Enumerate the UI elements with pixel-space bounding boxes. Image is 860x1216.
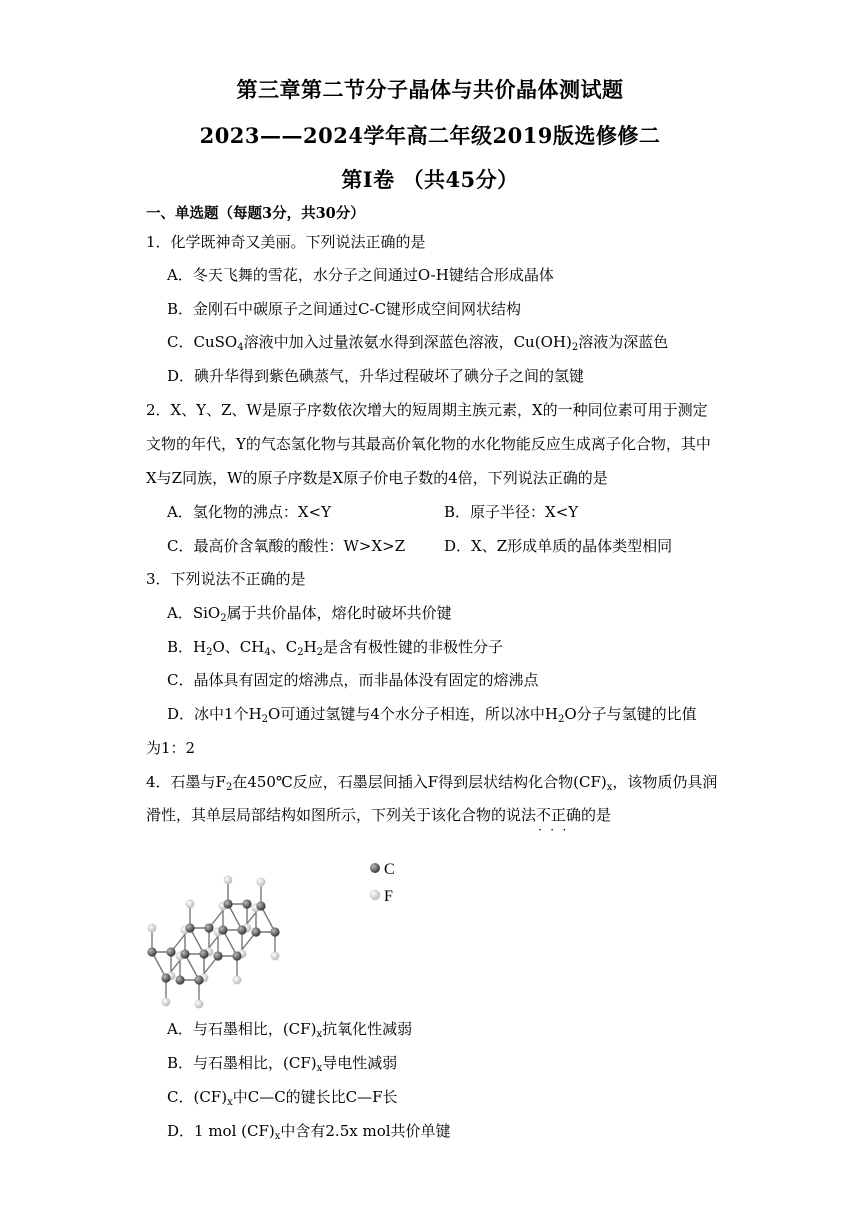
q1-option-c — [167, 332, 668, 352]
q2-stem-line2: 文物的年代，Y的气态氢化物与其最高价氧化物的水化物能反应生成离子化合物，其中 — [146, 435, 711, 453]
q4-b-text: B．与石墨相比，(CF) — [167, 1054, 317, 1072]
q2-stem-line1: 2．X、Y、Z、W是原子序数依次增大的短周期主族元素，X的一种同位素可用于测定 — [146, 401, 708, 419]
exam-title: 第三章第二节分子晶体与共价晶体测试题 — [236, 77, 624, 102]
carbon-atom — [270, 927, 279, 936]
carbon-atom — [232, 951, 241, 960]
q4-stem-sub: 2 — [225, 782, 233, 793]
q2-option-b: B．原子半径：X<Y — [444, 503, 579, 521]
q4-stem-text: 4．石墨与F — [146, 773, 226, 791]
q4-stem-line1 — [146, 772, 717, 792]
q4-stem-text: 的是 — [581, 806, 612, 824]
q3-d-sub: 2 — [261, 714, 269, 725]
fluorine-atom — [271, 952, 279, 960]
fluorine-atom — [257, 878, 265, 886]
carbon-atom — [147, 947, 156, 956]
carbon-atom — [218, 925, 227, 934]
q4-a-text: A．与石墨相比，(CF) — [167, 1020, 317, 1038]
q4-stem-text: ，该物质仍具润 — [612, 773, 718, 791]
q3-option-c: C．晶体具有固定的熔沸点，而非晶体没有固定的熔沸点 — [167, 671, 539, 689]
q2-option-a: A．氢化物的沸点：X<Y — [167, 503, 331, 521]
q1-c-text: 溶液为深蓝色 — [578, 333, 669, 351]
q4-b-text: 导电性减弱 — [322, 1054, 398, 1072]
q4-c-text: 中C—C的键长比C—F长 — [232, 1088, 398, 1106]
q4-option-c — [167, 1087, 398, 1107]
q3-d-text: O分子与氢键的比值 — [564, 705, 697, 723]
q4-stem-text: 在450℃反应，石墨层间插入F得到层状结构化合物(CF) — [232, 773, 607, 791]
q2-option-d: D．X、Z形成单质的晶体类型相同 — [444, 537, 673, 555]
carbon-atom — [242, 899, 251, 908]
carbon-atom — [194, 975, 203, 984]
q3-b-text: B．H — [167, 638, 207, 656]
fluorine-atom — [224, 876, 232, 884]
fluorine-atom — [162, 998, 170, 1006]
q3-b-sub: 2 — [316, 647, 324, 658]
q4-c-text: C．(CF) — [167, 1088, 228, 1106]
carbon-atom — [251, 927, 260, 936]
q3-b-text: 是含有极性键的非极性分子 — [323, 638, 504, 656]
carbon-atom — [256, 901, 265, 910]
q1-c-sub: 4 — [237, 342, 244, 353]
fluorine-atom — [186, 900, 194, 908]
q4-d-text: D．1 mol (CF) — [167, 1122, 275, 1140]
q4-stem-sub: x — [606, 782, 613, 793]
q3-b-text: O、CH — [212, 638, 265, 656]
carbon-atom — [213, 951, 222, 960]
q2-option-c: C．最高价含氧酸的酸性：W>X>Z — [167, 537, 406, 555]
q3-option-d — [167, 704, 697, 724]
carbon-atom — [204, 923, 213, 932]
cf-structure-figure — [140, 830, 420, 1010]
q3-b-sub: 2 — [206, 647, 213, 658]
q3-a-sub: 2 — [220, 613, 227, 624]
q2-stem-line3: X与Z同族，W的原子序数是X原子价电子数的4倍，下列说法正确的是 — [146, 469, 608, 487]
legend-carbon-label: C — [384, 861, 395, 878]
q3-a-text: 属于共价晶体，熔化时破坏共价键 — [226, 604, 452, 622]
q3-d-text: D．冰中1个H — [167, 705, 262, 723]
legend-fluorine-label: F — [384, 888, 393, 905]
q3-b-sub: 4 — [264, 647, 271, 658]
fluorine-atom — [195, 1000, 203, 1008]
q1-stem: 1．化学既神奇又美丽。下列说法正确的是 — [146, 233, 426, 251]
q4-d-text: 中含有2.5x mol共价单键 — [280, 1122, 451, 1140]
carbon-atom — [223, 899, 232, 908]
legend-carbon-icon — [370, 863, 380, 873]
carbon-atom — [199, 949, 208, 958]
q3-stem: 3．下列说法不正确的是 — [146, 570, 306, 588]
section-title: 第Ⅰ卷 （共45分） — [341, 167, 519, 192]
q4-option-b — [167, 1053, 397, 1073]
exam-subtitle: 2023——2024学年高二年级2019版选修修二 — [199, 123, 661, 148]
q3-a-text: A．SiO — [167, 604, 221, 622]
q1-option-a: A．冬天飞舞的雪花，水分子之间通过O-H键结合形成晶体 — [167, 266, 554, 284]
q3-b-text: H — [303, 638, 317, 656]
legend-fluorine-icon — [370, 890, 380, 900]
q4-option-d — [167, 1121, 451, 1141]
q4-d-sub: x — [274, 1131, 281, 1142]
carbon-atom — [175, 975, 184, 984]
q3-b-text: 、C — [270, 638, 298, 656]
q4-a-sub: x — [316, 1029, 323, 1040]
q4-stem-line2 — [146, 805, 611, 825]
q3-b-sub: 2 — [297, 647, 304, 658]
q1-c-text: 溶液中加入过量浓氨水得到深蓝色溶液，Cu(OH) — [243, 333, 572, 351]
q3-option-b — [167, 637, 503, 657]
carbon-atom — [161, 973, 170, 982]
q3-d-sub: 2 — [557, 714, 565, 725]
q3-option-d-cont: 为1：2 — [146, 739, 196, 757]
part1-heading: 一、单选题（每题3分，共30分） — [146, 205, 365, 222]
q3-d-text: O可通过氢键与4个水分子相连，所以冰中H — [268, 705, 558, 723]
q4-stem-text: 滑性，其单层局部结构如图所示，下列关于该化合物的说法 — [146, 806, 537, 824]
carbon-atom — [237, 925, 246, 934]
q4-b-sub: x — [316, 1063, 323, 1074]
fluorine-atom — [233, 976, 241, 984]
q4-a-text: 抗氧化性减弱 — [322, 1020, 413, 1038]
q1-option-d: D．碘升华得到紫色碘蒸气，升华过程破坏了碘分子之间的氢键 — [167, 367, 585, 385]
q3-option-a — [167, 603, 452, 623]
carbon-atom — [185, 923, 194, 932]
q4-emphasis: 不正确 · · · — [536, 806, 581, 824]
q4-option-a — [167, 1019, 412, 1039]
q1-option-b: B．金刚石中碳原子之间通过C-C键形成空间网状结构 — [167, 300, 522, 318]
q1-c-sub: 2 — [571, 342, 579, 353]
q1-c-text: C．CuSO — [167, 333, 238, 351]
bond-lines — [152, 880, 275, 1004]
carbon-atom — [166, 947, 175, 956]
q4-c-sub: x — [227, 1097, 233, 1108]
fluorine-atom — [148, 924, 156, 932]
carbon-atom — [180, 949, 189, 958]
